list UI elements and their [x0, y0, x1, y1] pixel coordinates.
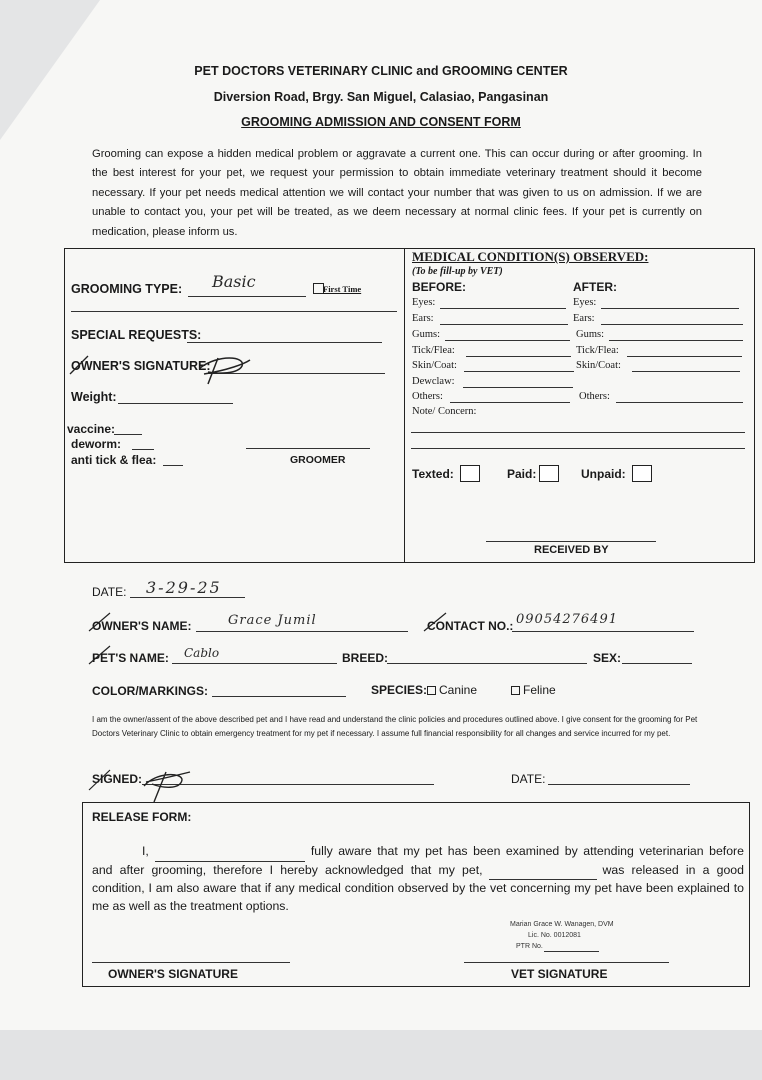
pet-name-value[interactable]: Cablo	[184, 646, 220, 660]
before-tickflea-label: Tick/Flea:	[412, 345, 455, 356]
after-gums-line	[609, 340, 743, 341]
before-others-label: Others:	[412, 391, 443, 402]
grooming-type-label: GROOMING TYPE:	[71, 282, 183, 296]
vaccine-label: vaccine:	[67, 422, 116, 436]
paid-checkbox[interactable]	[539, 465, 559, 482]
after-eyes-line	[601, 308, 739, 309]
after-ears-label: Ears:	[573, 313, 595, 324]
after-eyes-label: Eyes:	[573, 297, 597, 308]
antitick-line	[163, 465, 183, 466]
after-gums-label: Gums:	[576, 329, 605, 340]
weight-label: Weight:	[71, 390, 117, 404]
date-line	[130, 597, 245, 598]
canine-label: Canine	[439, 683, 478, 697]
after-tickflea-label: Tick/Flea:	[576, 345, 619, 356]
texted-label: Texted:	[412, 467, 454, 481]
consent-text: I am the owner/assent of the above described pet and I have read and understand the clinic policies and procedures outlined above. I give consent for the grooming for Pet Doctors Veterinary Clinic to obtain emergency treatment for my pet if necessary. I assume full financial responsibility for all changes and service incurred for my pet.	[92, 715, 698, 738]
before-label: BEFORE:	[412, 280, 466, 294]
release-text	[92, 843, 744, 915]
scan-edge	[0, 1030, 762, 1080]
special-requests-line	[187, 342, 382, 343]
before-tickflea-line	[466, 356, 571, 357]
intro-text: Grooming can expose a hidden medical problem or aggravate a current one. This can occur during or after grooming. In the best interest for your pet, we request your permission to obtain immediate veterinary treatment should it become necessary. If your pet needs medical attention we will contact your number that was given to us on admission. If we are unable to contact you, your pet will be treated, as we deem necessary at normal clinic fees. If your pet is currently on medication, please inform us.	[92, 148, 702, 238]
note-label: Note/ Concern:	[412, 406, 477, 417]
weight-line	[118, 403, 233, 404]
strike-marks	[86, 605, 486, 635]
deworm-label: deworm:	[71, 437, 122, 451]
note-line-2	[411, 448, 745, 449]
before-dewclaw-line	[463, 387, 573, 388]
owner-signature-mark	[68, 344, 268, 386]
color-label: COLOR/MARKINGS:	[92, 684, 208, 698]
before-eyes-label: Eyes:	[412, 297, 436, 308]
release-name-blank[interactable]	[155, 843, 305, 862]
vet-signature-line	[464, 962, 669, 963]
grooming-extra-line	[71, 311, 397, 312]
before-dewclaw-label: Dewclaw:	[412, 376, 455, 387]
signed-signature-mark	[86, 760, 206, 804]
grooming-type-value[interactable]: Basic	[212, 272, 256, 291]
groomer-label: GROOMER	[290, 454, 346, 466]
grooming-type-line	[188, 296, 306, 297]
first-time-label: First Time	[323, 284, 362, 294]
after-tickflea-line	[627, 356, 742, 357]
antitick-label: anti tick & flea:	[71, 453, 157, 467]
note-line-1	[411, 432, 745, 433]
release-text-2: was released in a good condition, I am also aware that if any medical condition observed by the vet concerning my pet have been explained to me as well as the treatment options.	[92, 862, 744, 913]
owner-name-label: OWNER'S NAME:	[92, 619, 192, 633]
sex-label: SEX:	[593, 651, 622, 665]
feline-checkbox[interactable]	[511, 686, 520, 695]
unpaid-label: Unpaid:	[581, 467, 626, 481]
vet-stamp-lic: Lic. No. 0012081	[528, 932, 581, 939]
owner-name-value[interactable]: Grace Jumil	[228, 613, 317, 628]
release-title: RELEASE FORM:	[92, 810, 192, 824]
before-skincoat-label: Skin/Coat:	[412, 360, 457, 371]
after-others-line	[616, 402, 743, 403]
panel-divider	[404, 248, 405, 562]
vet-stamp-ptr: PTR No.	[516, 943, 543, 950]
signed-date-line	[548, 784, 690, 785]
date-value[interactable]: 3-29-25	[146, 578, 222, 597]
vaccine-line	[114, 434, 142, 435]
sex-line	[622, 663, 692, 664]
contact-line	[512, 631, 694, 632]
pet-name-label: PET'S NAME:	[92, 651, 169, 665]
vet-stamp-name: Marian Grace W. Wanagen, DVM	[510, 921, 614, 928]
after-skincoat-line	[632, 371, 740, 372]
breed-line	[387, 663, 587, 664]
signed-label: SIGNED:	[92, 772, 143, 786]
pet-name-line	[172, 663, 337, 664]
contact-value[interactable]: 09054276491	[516, 612, 618, 627]
unpaid-checkbox[interactable]	[632, 465, 652, 482]
deworm-line	[132, 449, 154, 450]
clinic-name: PET DOCTORS VETERINARY CLINIC and GROOMING CENTER	[194, 64, 568, 78]
paid-label: Paid:	[507, 467, 537, 481]
pet-strike-mark	[86, 638, 126, 668]
vet-signature-label: VET SIGNATURE	[511, 967, 608, 981]
after-ears-line	[601, 324, 743, 325]
clinic-address: Diversion Road, Brgy. San Miguel, Calasiao, Pangasinan	[213, 90, 549, 104]
texted-checkbox[interactable]	[460, 465, 480, 482]
before-skincoat-line	[464, 371, 574, 372]
species-label: SPECIES:	[371, 683, 428, 697]
before-ears-label: Ears:	[412, 313, 434, 324]
signed-date-label: DATE:	[511, 772, 546, 786]
after-skincoat-label: Skin/Coat:	[576, 360, 621, 371]
after-label: AFTER:	[573, 280, 617, 294]
breed-label: BREED:	[342, 651, 389, 665]
before-others-line	[450, 402, 570, 403]
release-pet-blank[interactable]	[489, 862, 597, 881]
groomer-line	[246, 448, 370, 449]
before-eyes-line	[440, 308, 566, 309]
color-line	[212, 696, 346, 697]
before-gums-line	[445, 340, 570, 341]
vet-ptr-line	[544, 951, 599, 952]
release-text-1: fully aware that my pet has been examined by attending veterinarian before and after grooming, therefore I hereby acknowledged that my pet,	[92, 844, 744, 877]
medical-title: MEDICAL CONDITION(S) OBSERVED:	[412, 249, 649, 264]
before-ears-line	[440, 324, 568, 325]
owner-release-signature-label: OWNER'S SIGNATURE	[108, 967, 238, 981]
owner-signature-label: OWNER'S SIGNATURE:	[71, 359, 211, 373]
received-by-label: RECEIVED BY	[534, 544, 609, 556]
special-requests-label: SPECIAL REQUESTS:	[71, 328, 202, 342]
after-others-label: Others:	[579, 391, 610, 402]
date-label: DATE:	[92, 585, 127, 599]
before-gums-label: Gums:	[412, 329, 441, 340]
medical-subtitle: (To be fill-up by VET)	[412, 266, 503, 277]
received-by-line	[486, 541, 656, 542]
contact-label: CONTACT NO.:	[427, 619, 514, 633]
form-title: GROOMING ADMISSION AND CONSENT FORM	[241, 115, 521, 129]
owner-release-signature-line	[92, 962, 290, 963]
release-i: I,	[142, 844, 149, 858]
canine-checkbox[interactable]	[427, 686, 436, 695]
feline-label: Feline	[523, 683, 556, 697]
